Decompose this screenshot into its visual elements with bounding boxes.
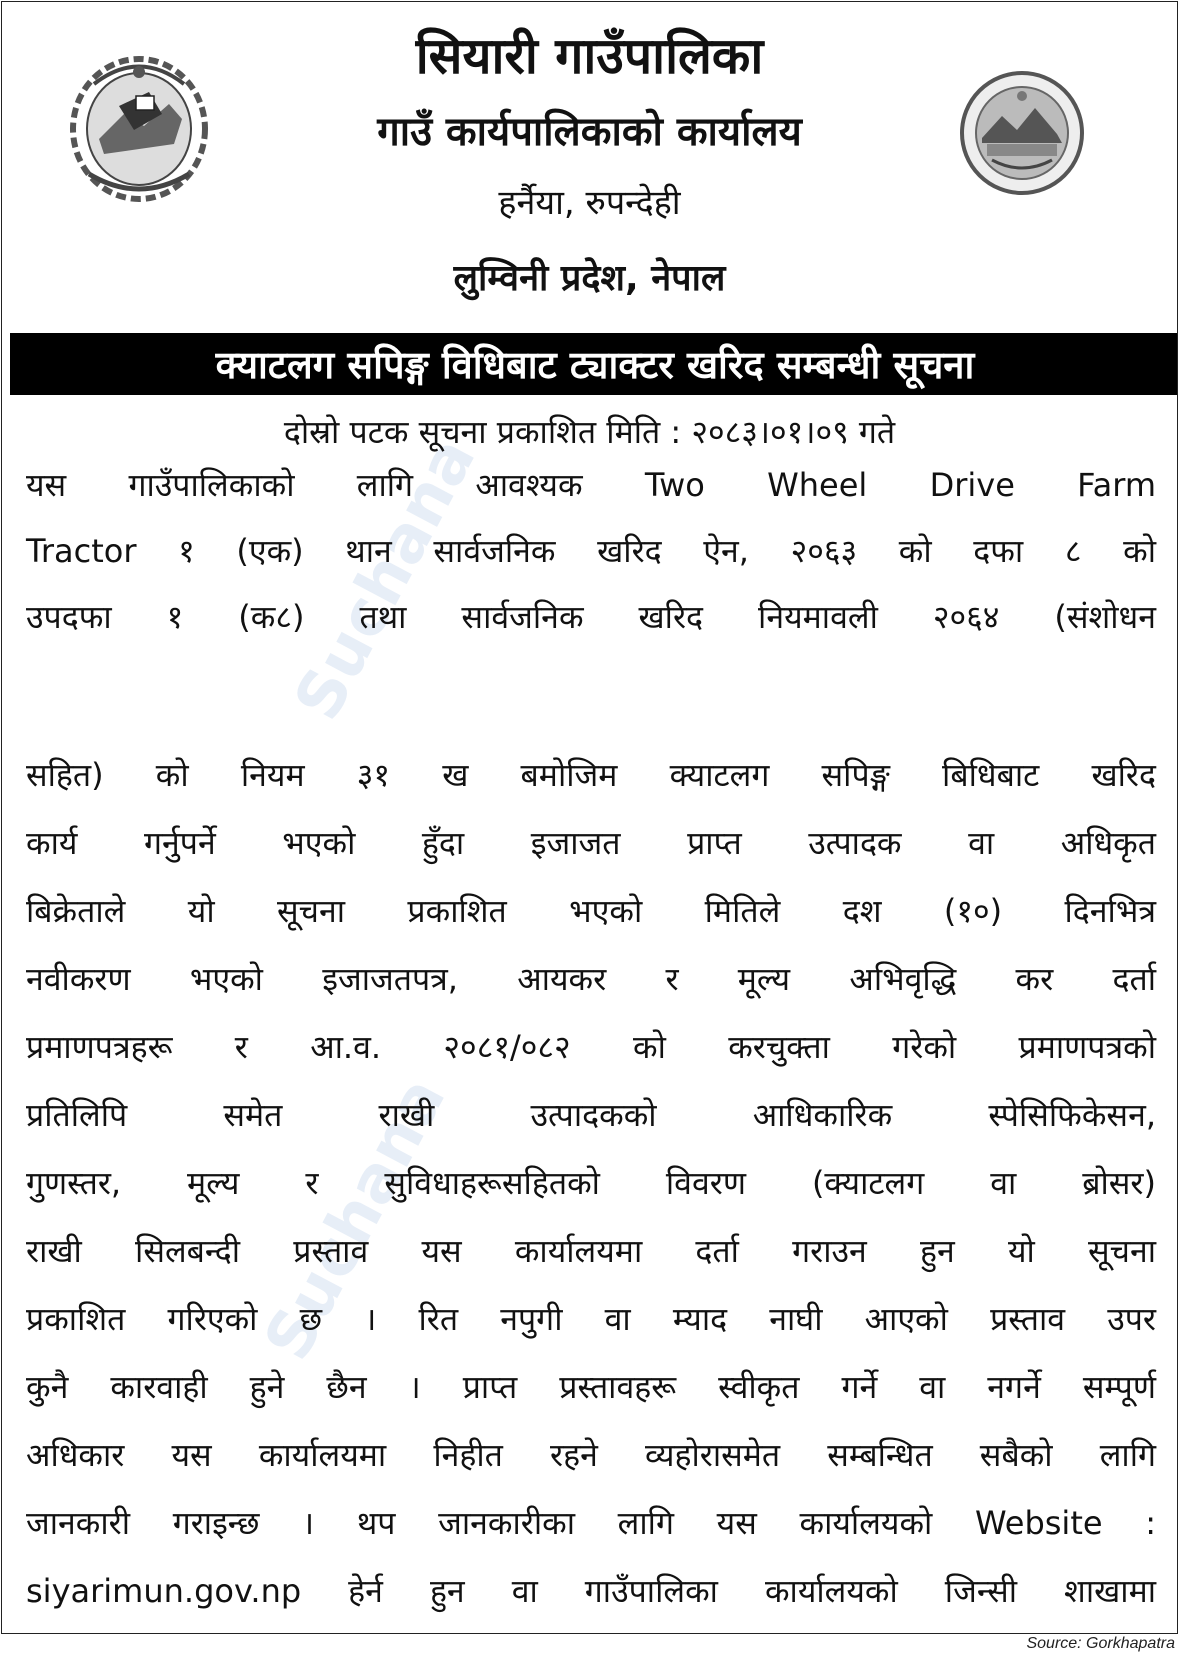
body-line: बिक्रेताले यो सूचना प्रकाशित भएको मितिले दश (१०) दिनभित्र <box>26 892 1156 930</box>
watermark-text: Suchana <box>250 1066 461 1372</box>
body-line: राखी सिलबन्दी प्रस्ताव यस कार्यालयमा दर्ता गराउन हुन यो सूचना <box>26 1232 1156 1270</box>
body-line: सहित) को नियम ३१ ख बमोजिम क्याटलग सपिङ्ग बिधिबाट खरिद <box>26 756 1156 794</box>
body-line: यस गाउँपालिकाको लागि आवश्यक Two Wheel Drive Farm <box>26 466 1156 504</box>
body-line: Tractor १ (एक) थान सार्वजनिक खरिद ऐन, २०६३ को दफा ८ को <box>26 532 1156 570</box>
body-line: प्रकाशित गरिएको छ । रित नपुगी वा म्याद नाघी आएको प्रस्ताव उपर <box>26 1300 1156 1338</box>
office-address: हर्नैया, रुपन्देही <box>498 183 681 223</box>
body-line: जानकारी गराइन्छ । थप जानकारीका लागि यस कार्यालयको Website : <box>26 1504 1156 1542</box>
notice-header <box>2 2 1177 332</box>
body-line: कार्य गर्नुपर्ने भएको हुँदा इजाजत प्राप्त उत्पादक वा अधिकृत <box>26 824 1156 862</box>
body-line: प्रतिलिपि समेत राखी उत्पादकको आधिकारिक स्पेसिफिकेसन, <box>26 1096 1156 1134</box>
body-line: उपदफा १ (क८) तथा सार्वजनिक खरिद नियमावली २०६४ (संशोधन <box>26 598 1156 636</box>
province-country: लुम्विनी प्रदेश, नेपाल <box>453 258 726 299</box>
body-line: कुनै कारवाही हुने छैन । प्राप्त प्रस्तावहरू स्वीकृत गर्ने वा नगर्ने सम्पूर्ण <box>26 1368 1156 1406</box>
body-line: अधिकार यस कार्यालयमा निहीत रहने व्यहोरासमेत सम्बन्धित सबैको लागि <box>26 1436 1156 1474</box>
municipality-name: सियारी गाउँपालिका <box>415 27 764 85</box>
body-line: siyarimun.gov.np हेर्न हुन वा गाउँपालिका कार्यालयको जिन्सी शाखामा <box>26 1572 1156 1610</box>
notice-title: क्याटलग सपिङ्ग विधिबाट ट्याक्टर खरिद सम्बन्धी सूचना <box>10 333 1178 395</box>
watermark-text: Suchana <box>280 426 491 732</box>
source-credit: Source: Gorkhapatra <box>1026 1635 1175 1652</box>
publish-date: दोस्रो पटक सूचना प्रकाशित मिति : २०८३।०१।०९ गते <box>283 413 896 451</box>
body-line: गुणस्तर, मूल्य र सुविधाहरूसहितको विवरण (क्याटलग वा ब्रोसर) <box>26 1164 1156 1202</box>
office-name: गाउँ कार्यपालिकाको कार्यालय <box>377 109 802 155</box>
notice-frame <box>1 1 1178 1634</box>
body-line: नवीकरण भएको इजाजतपत्र, आयकर र मूल्य अभिवृद्धि कर दर्ता <box>26 960 1156 998</box>
body-line: प्रमाणपत्रहरू र आ.व. २०८१/०८२ को करचुक्ता गरेको प्रमाणपत्रको <box>26 1028 1156 1066</box>
